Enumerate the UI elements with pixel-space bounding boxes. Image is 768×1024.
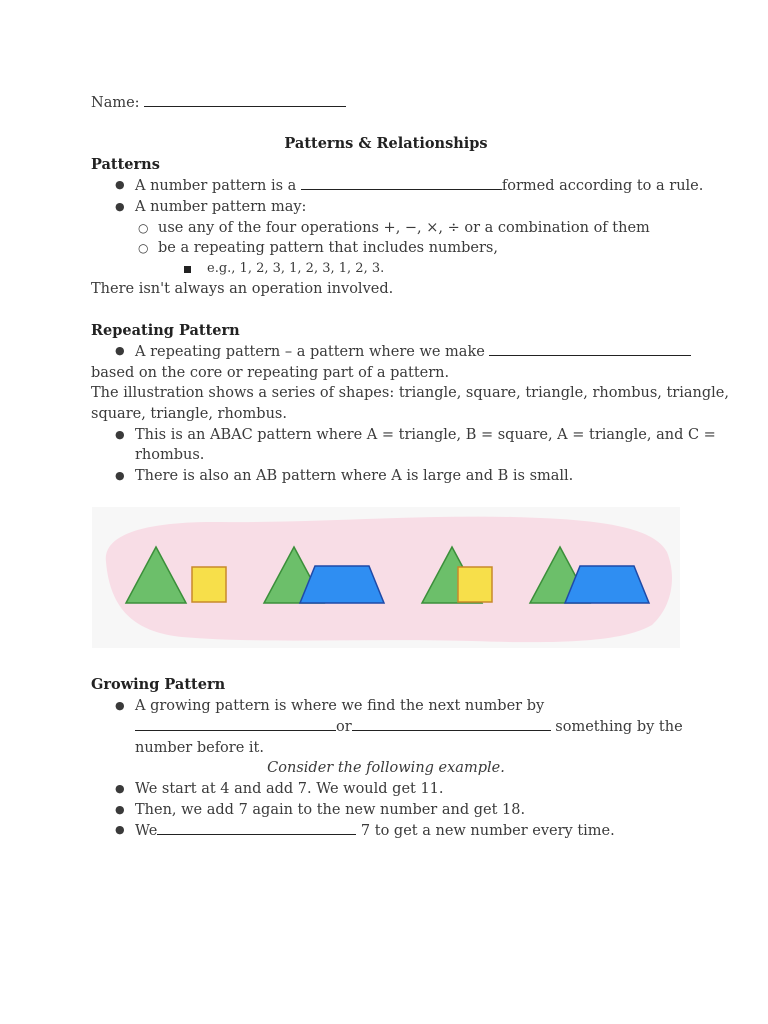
circle-bullet-icon: ○ [138,241,149,256]
list-item-continued [91,716,681,738]
bullet-icon: ● [115,344,125,358]
repeating-blank[interactable] [489,341,691,356]
square-shape [458,567,492,602]
repeating-list [91,341,681,363]
name-row [91,92,681,114]
bullet-icon: ● [115,781,125,795]
worksheet [91,92,729,486]
bullet-text: A number pattern is a [135,178,301,195]
growing-section [91,675,681,842]
bullet-text: There is also an AB pattern where A is large and B is small. [135,467,574,484]
list-item [91,820,681,842]
bullet-text: We start at 4 and add 7. We would get 11. [135,780,444,797]
bullet-text: e.g., 1, 2, 3, 1, 2, 3, 1, 2, 3. [207,260,385,276]
list-item [91,779,681,800]
consider-example: Consider the following example. [267,760,505,777]
bullet-text: This is an ABAC pattern where A = triangle, B = square, A = triangle, and C = [135,426,716,443]
square-shape [192,567,226,602]
repeating-para-2: square, triangle, rhombus. [91,405,287,422]
repeating-para-1: The illustration shows a series of shapes: triangle, square, triangle, rhombus, triangle, [91,385,729,402]
bullet-text: formed according to a rule. [501,178,704,195]
bullet-icon: ● [115,427,125,441]
bullet-text: A growing pattern is where we find the next number by [135,697,545,714]
list-item [91,800,681,821]
growing-blank-3[interactable] [157,820,356,835]
bullet-icon: ● [115,823,125,837]
pattern-definition-blank[interactable] [301,175,502,190]
list-item [91,218,681,239]
growing-list [91,696,681,759]
list-item [91,425,716,446]
growing-heading: Growing Pattern [91,676,226,693]
name-blank[interactable] [144,92,346,107]
bullet-icon: ● [115,698,125,712]
growing-blank-2[interactable] [352,716,551,731]
bullet-icon: ● [115,178,125,192]
growing-blank-1[interactable] [135,716,336,731]
bullet-text: 7 to get a new number every time. [356,823,615,840]
patterns-list [91,175,704,279]
list-item [91,259,681,280]
list-item [91,696,681,717]
list-item-continued: rhombus. [135,447,205,464]
bullet-text: use any of the four operations +, −, ×, ÷ or a combination of them [158,219,650,236]
growing-list-2 [91,779,681,842]
shape-pattern-svg [92,507,680,648]
circle-bullet-icon: ○ [138,220,149,235]
list-item-continued: number before it. [135,739,264,756]
bullet-text: be a repeating pattern that includes numbers, [158,240,498,257]
list-item [91,238,681,259]
bullet-icon: ● [115,199,125,213]
repeating-heading: Repeating Pattern [91,321,240,339]
list-item [91,197,681,218]
patterns-note: There isn't always an operation involved. [91,281,394,298]
bullet-icon: ● [115,468,125,482]
bullet-text: A repeating pattern – a pattern where we make [135,344,490,361]
list-item [91,466,681,487]
or-text: or [336,719,352,736]
list-item [91,341,681,363]
page-title: Patterns & Relationships [284,135,488,153]
rhombus-shape [300,566,384,603]
rhombus-shape [565,566,649,603]
repeating-list-2 [91,425,716,487]
shape-pattern-illustration [92,507,680,648]
bullet-text: We [135,823,158,840]
repeating-cont: based on the core or repeating part of a pattern. [91,364,450,381]
bullet-text: A number pattern may: [135,198,307,215]
patterns-heading: Patterns [91,155,160,173]
bullet-text: something by the [550,719,683,736]
name-label: Name: [91,95,140,111]
bullet-icon: ● [115,802,125,816]
bullet-text: Then, we add 7 again to the new number and get 18. [135,801,526,818]
list-item [91,175,704,197]
square-bullet-icon [184,266,191,273]
